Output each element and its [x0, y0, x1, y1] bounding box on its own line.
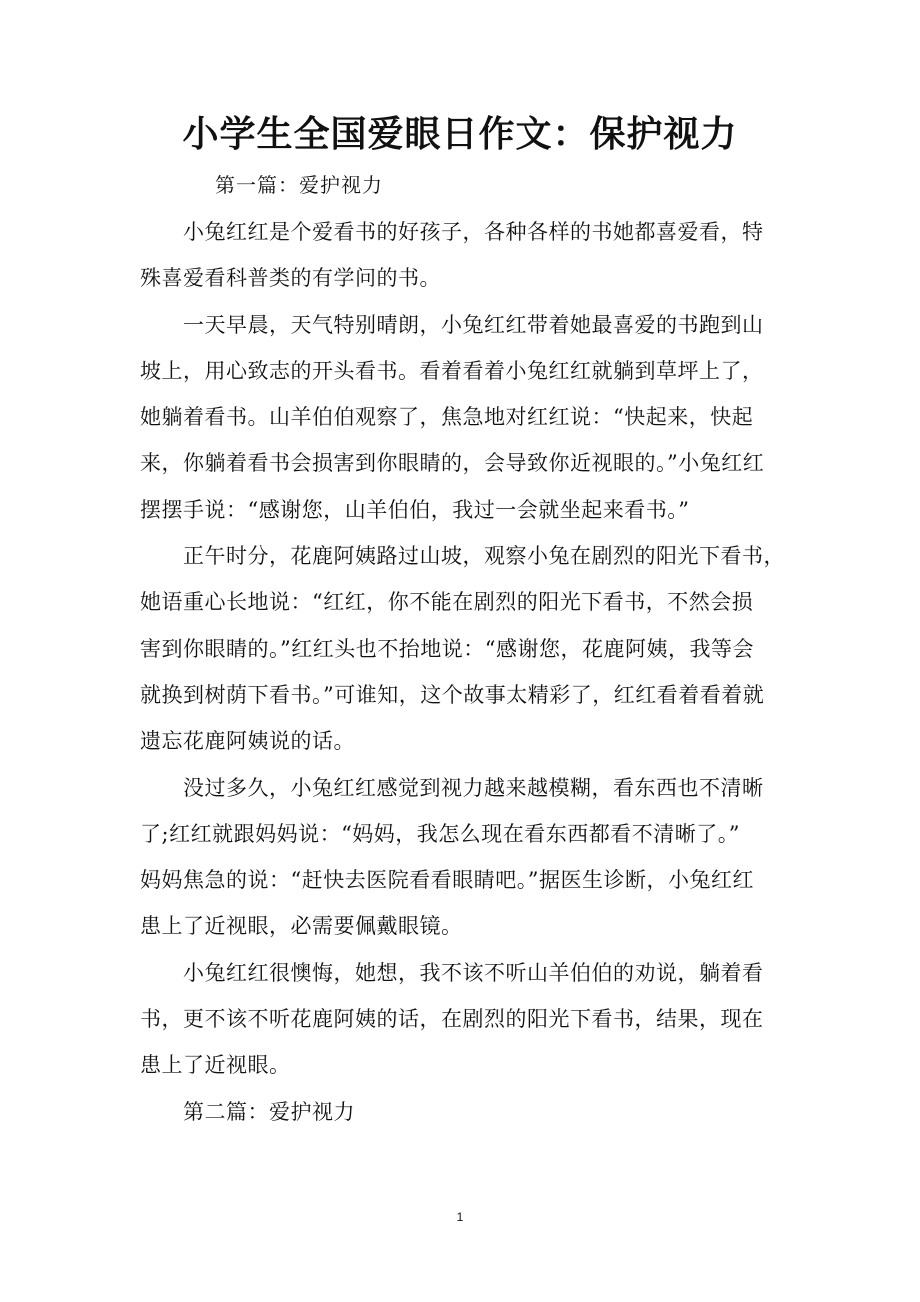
text-line: 坡上，用心致志的开头看书。看着看着小兔红红就躺到草坪上了，	[140, 358, 764, 383]
page-number: 1	[456, 1210, 464, 1224]
text-line: 妈妈焦急的说：“赶快去医院看看眼睛吧。”据医生诊断，小兔红红	[140, 868, 754, 893]
section-heading-2	[140, 1089, 790, 1135]
text-line: 第二篇：爱护视力	[183, 1099, 355, 1124]
text-line: 她躺着看书。山羊伯伯观察了，焦急地对红红说：“快起来，快起	[140, 405, 754, 430]
text-line: 小兔红红很懊悔，她想，我不该不听山羊伯伯的劝说，躺着看	[183, 960, 764, 985]
paragraph	[140, 950, 790, 1089]
text-line: 一天早晨，天气特别晴朗，小兔红红带着她最喜爱的书跑到山	[183, 312, 764, 337]
paragraph	[140, 765, 790, 950]
text-line: 患上了近视眼。	[140, 1053, 291, 1078]
paragraph	[140, 533, 790, 764]
text-line: 害到你眼睛的。”红红头也不抬地说：“感谢您，花鹿阿姨，我等会	[140, 636, 754, 661]
document-title: 小学生全国爱眼日作文：保护视力	[182, 113, 738, 155]
text-line: 没过多久，小兔红红感觉到视力越来越模糊，看东西也不清晰	[183, 775, 764, 800]
text-line: 了;红红就跟妈妈说：“妈妈，我怎么现在看东西都看不清晰了。”	[140, 821, 741, 846]
text-line: 她语重心长地说：“红红，你不能在剧烈的阳光下看书，不然会损	[140, 590, 754, 615]
text-line: 遗忘花鹿阿姨说的话。	[140, 729, 355, 754]
document-body	[140, 209, 790, 1135]
paragraph	[140, 209, 790, 302]
text-line: 来，你躺着看书会损害到你眼睛的，会导致你近视眼的。”小兔红红	[140, 451, 765, 476]
text-line: 患上了近视眼，必需要佩戴眼镜。	[140, 914, 463, 939]
text-line: 小兔红红是个爱看书的好孩子，各种各样的书她都喜爱看，特	[183, 220, 764, 244]
text-line: 正午时分，花鹿阿姨路过山坡，观察小兔在剧烈的阳光下看书，	[183, 544, 785, 569]
text-line: 摆摆手说：“感谢您，山羊伯伯，我过一会就坐起来看书。”	[140, 497, 690, 522]
text-line: 就换到树荫下看书。”可谁知，这个故事太精彩了，红红看着看着就	[140, 682, 765, 707]
text-line: 殊喜爱看科普类的有学问的书。	[140, 266, 441, 291]
paragraph	[140, 302, 790, 533]
section-heading: 第一篇：爱护视力	[215, 173, 383, 197]
text-line: 书，更不该不听花鹿阿姨的话，在剧烈的阳光下看书，结果，现在	[140, 1007, 764, 1032]
